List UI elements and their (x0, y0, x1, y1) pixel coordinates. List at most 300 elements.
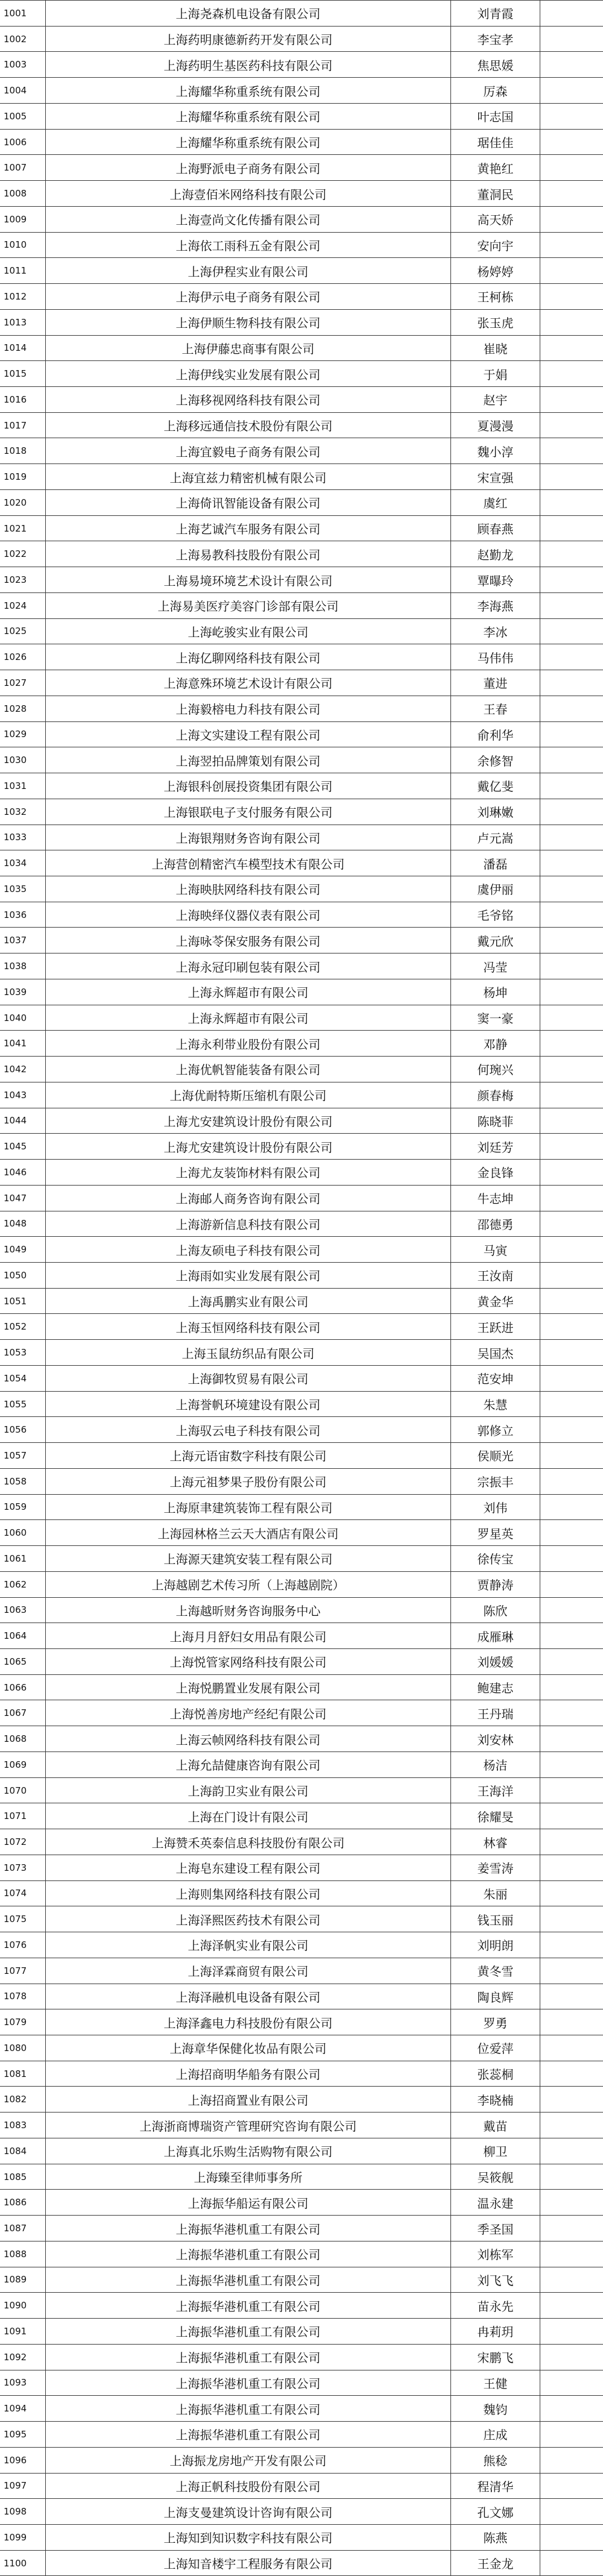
company-name-cell: 上海悦管家网络科技有限公司 (45, 1649, 451, 1674)
row-number-cell: 1096 (4, 2454, 27, 2466)
person-name-cell: 刘明朗 (451, 1932, 540, 1958)
empty-cell (540, 2525, 603, 2550)
empty-cell (540, 2370, 603, 2396)
company-name-cell: 上海易美医疗美容门诊部有限公司 (45, 593, 451, 618)
table-row (0, 1932, 603, 1958)
table-row (0, 284, 603, 310)
company-name-cell: 上海招商置业有限公司 (45, 2087, 451, 2112)
table-row (0, 464, 603, 490)
table-row (0, 52, 603, 78)
table-row (0, 799, 603, 825)
table-row (0, 2293, 603, 2319)
table-row (0, 1340, 603, 1366)
company-name-cell: 上海倚讯智能设备有限公司 (45, 490, 451, 515)
company-name-cell: 上海银联电子支付服务有限公司 (45, 799, 451, 825)
row-number-cell: 1075 (4, 1914, 27, 1925)
empty-cell (540, 1881, 603, 1906)
company-name-cell: 上海易境环境艺术设计有限公司 (45, 567, 451, 592)
table-row (0, 1057, 603, 1082)
company-name-cell: 上海振华港机重工有限公司 (45, 2319, 451, 2344)
empty-cell (540, 2422, 603, 2447)
company-name-cell: 上海知音楼宇工程服务有限公司 (45, 2551, 451, 2576)
row-number-cell: 1016 (4, 394, 27, 405)
company-name-cell: 上海振华港机重工有限公司 (45, 2216, 451, 2241)
row-number-cell: 1094 (4, 2403, 27, 2414)
table-row (0, 1700, 603, 1726)
person-name-cell: 杨婷婷 (451, 258, 540, 283)
company-name-cell: 上海赞禾英泰信息科技股份有限公司 (45, 1829, 451, 1855)
table-row (0, 2138, 603, 2164)
empty-cell (540, 2448, 603, 2473)
row-number-cell: 1070 (4, 1785, 27, 1796)
person-name-cell: 邓静 (451, 1031, 540, 1056)
row-number-cell: 1014 (4, 342, 27, 354)
company-name-cell: 上海振华港机重工有限公司 (45, 2370, 451, 2396)
table-row (0, 2061, 603, 2087)
row-number-cell: 1090 (4, 2300, 27, 2311)
row-number-cell: 1095 (4, 2428, 27, 2440)
table-row (0, 1134, 603, 1160)
row-number-cell: 1027 (4, 677, 27, 688)
person-name-cell: 苗永先 (451, 2293, 540, 2318)
row-number-cell: 1079 (4, 2017, 27, 2028)
row-number-cell: 1026 (4, 652, 27, 663)
row-number-cell: 1052 (4, 1321, 27, 1333)
person-name-cell: 黄金华 (451, 1289, 540, 1314)
table-row (0, 979, 603, 1005)
company-name-cell: 上海雨如实业发展有限公司 (45, 1263, 451, 1288)
row-number-cell: 1010 (4, 239, 27, 251)
table-row (0, 1314, 603, 1340)
row-number-cell: 1081 (4, 2068, 27, 2079)
empty-cell (540, 1855, 603, 1880)
table-row (0, 1752, 603, 1778)
row-number-cell: 1050 (4, 1269, 27, 1281)
empty-cell (540, 619, 603, 644)
row-number-cell: 1055 (4, 1398, 27, 1410)
row-number-cell: 1099 (4, 2531, 27, 2543)
empty-cell (540, 1546, 603, 1571)
person-name-cell: 夏漫漫 (451, 413, 540, 438)
row-number-cell: 1062 (4, 1579, 27, 1590)
company-name-cell: 上海泽融机电设备有限公司 (45, 1984, 451, 2009)
company-name-cell: 上海御牧贸易有限公司 (45, 1366, 451, 1391)
table-row (0, 155, 603, 181)
person-name-cell: 吴国杰 (451, 1340, 540, 1365)
person-name-cell: 刘栋军 (451, 2241, 540, 2267)
empty-cell (540, 670, 603, 696)
row-number-cell: 1006 (4, 136, 27, 148)
person-name-cell: 朱慧 (451, 1392, 540, 1417)
empty-cell (540, 1520, 603, 1545)
empty-cell (540, 2113, 603, 2138)
company-name-cell: 上海尤安建筑设计股份有限公司 (45, 1108, 451, 1134)
row-number-cell: 1003 (4, 59, 27, 71)
empty-cell (540, 1932, 603, 1958)
row-number-cell: 1042 (4, 1063, 27, 1075)
person-name-cell: 侯顺光 (451, 1443, 540, 1468)
empty-cell (540, 2474, 603, 2499)
company-name-cell: 上海翌拍品牌策划有限公司 (45, 747, 451, 773)
table-row (0, 2035, 603, 2061)
empty-cell (540, 258, 603, 283)
row-number-cell: 1040 (4, 1012, 27, 1023)
empty-cell (540, 130, 603, 155)
person-name-cell: 徐耀旻 (451, 1803, 540, 1829)
empty-cell (540, 1958, 603, 1984)
company-name-cell: 上海优耐特斯压缩机有限公司 (45, 1082, 451, 1108)
person-name-cell: 魏小淳 (451, 438, 540, 463)
person-name-cell: 杨洁 (451, 1752, 540, 1777)
person-name-cell: 罗勇 (451, 2009, 540, 2035)
person-name-cell: 张蕊桐 (451, 2061, 540, 2087)
table-row (0, 928, 603, 953)
company-name-cell: 上海韵卫实业有限公司 (45, 1778, 451, 1803)
empty-cell (540, 2319, 603, 2344)
table-row (0, 2499, 603, 2525)
row-number-cell: 1065 (4, 1656, 27, 1667)
empty-cell (540, 207, 603, 232)
row-number-cell: 1066 (4, 1682, 27, 1693)
row-number-cell: 1023 (4, 574, 27, 586)
company-name-cell: 上海尧森机电设备有限公司 (45, 1, 451, 26)
empty-cell (540, 2164, 603, 2190)
empty-cell (540, 1803, 603, 1829)
empty-cell (540, 27, 603, 52)
company-name-cell: 上海月月舒妇女用品有限公司 (45, 1623, 451, 1648)
company-name-cell: 上海泽霖商贸有限公司 (45, 1958, 451, 1984)
person-name-cell: 庄成 (451, 2422, 540, 2447)
row-number-cell: 1082 (4, 2094, 27, 2105)
company-name-cell: 上海源天建筑安装工程有限公司 (45, 1546, 451, 1571)
company-name-cell: 上海依工雨科五金有限公司 (45, 233, 451, 258)
person-name-cell: 俞利华 (451, 722, 540, 747)
empty-cell (540, 1082, 603, 1108)
table-row (0, 2216, 603, 2241)
person-name-cell: 刘安林 (451, 1726, 540, 1751)
row-number-cell: 1034 (4, 858, 27, 869)
table-row (0, 1005, 603, 1031)
company-name-cell: 上海壹佰米网络科技有限公司 (45, 181, 451, 206)
company-name-cell: 上海泽帆实业有限公司 (45, 1932, 451, 1958)
table-row (0, 2164, 603, 2190)
row-number-cell: 1080 (4, 2042, 27, 2053)
company-name-cell: 上海永冠印刷包装有限公司 (45, 953, 451, 979)
table-row (0, 2551, 603, 2576)
empty-cell (540, 1649, 603, 1674)
company-name-cell: 上海银翔财务咨询有限公司 (45, 825, 451, 850)
table-row (0, 181, 603, 207)
row-number-cell: 1053 (4, 1347, 27, 1359)
empty-cell (540, 1340, 603, 1365)
company-name-cell: 上海亿聊网络科技有限公司 (45, 644, 451, 670)
table-row (0, 619, 603, 645)
company-name-cell: 上海耀华称重系统有限公司 (45, 130, 451, 155)
table-row (0, 1984, 603, 2010)
row-number-cell: 1046 (4, 1166, 27, 1178)
person-name-cell: 戴元欣 (451, 928, 540, 953)
empty-cell (540, 413, 603, 438)
company-name-cell: 上海药明生基医药科技有限公司 (45, 52, 451, 77)
person-name-cell: 马伟伟 (451, 644, 540, 670)
table-row (0, 1186, 603, 1211)
table-row (0, 1082, 603, 1108)
row-number-cell: 1031 (4, 780, 27, 791)
person-name-cell: 毛爷铭 (451, 902, 540, 928)
empty-cell (540, 1906, 603, 1932)
row-number-cell: 1045 (4, 1141, 27, 1152)
person-name-cell: 戴亿斐 (451, 773, 540, 799)
row-number-cell: 1007 (4, 162, 27, 174)
table-row (0, 1417, 603, 1443)
person-name-cell: 余修智 (451, 747, 540, 773)
row-number-cell: 1022 (4, 548, 27, 560)
empty-cell (540, 2138, 603, 2164)
company-name-cell: 上海园林格兰云天大酒店有限公司 (45, 1520, 451, 1545)
table-row (0, 2113, 603, 2138)
table-row (0, 130, 603, 156)
table-row (0, 1108, 603, 1134)
row-number-cell: 1086 (4, 2197, 27, 2208)
company-name-cell: 上海毅榕电力科技有限公司 (45, 696, 451, 721)
table-row (0, 258, 603, 284)
person-name-cell: 王春 (451, 696, 540, 721)
empty-cell (540, 1366, 603, 1391)
row-number-cell: 1088 (4, 2248, 27, 2260)
empty-cell (540, 1752, 603, 1777)
company-name-cell: 上海禹鹏实业有限公司 (45, 1289, 451, 1314)
empty-cell (540, 1675, 603, 1700)
empty-cell (540, 1237, 603, 1262)
row-number-cell: 1013 (4, 316, 27, 328)
table-row (0, 876, 603, 902)
empty-cell (540, 310, 603, 335)
empty-cell (540, 747, 603, 773)
table-row (0, 2525, 603, 2551)
person-name-cell: 颜春梅 (451, 1082, 540, 1108)
company-name-cell: 上海映绎仪器仪表有限公司 (45, 902, 451, 928)
row-number-cell: 1068 (4, 1733, 27, 1745)
person-name-cell: 戴苗 (451, 2113, 540, 2138)
company-name-cell: 上海壹尚文化传播有限公司 (45, 207, 451, 232)
table-row (0, 1263, 603, 1289)
empty-cell (540, 799, 603, 825)
person-name-cell: 安向宇 (451, 233, 540, 258)
person-name-cell: 吴筱舰 (451, 2164, 540, 2190)
row-number-cell: 1097 (4, 2480, 27, 2492)
company-name-cell: 上海真北乐购生活购物有限公司 (45, 2138, 451, 2164)
company-name-cell: 上海泽鑫电力科技股份有限公司 (45, 2009, 451, 2035)
person-name-cell: 陈晓菲 (451, 1108, 540, 1134)
person-name-cell: 徐传宝 (451, 1546, 540, 1571)
row-number-cell: 1069 (4, 1759, 27, 1770)
person-name-cell: 陶良辉 (451, 1984, 540, 2009)
person-name-cell: 刘廷芳 (451, 1134, 540, 1159)
person-name-cell: 陈燕 (451, 2525, 540, 2550)
row-number-cell: 1054 (4, 1372, 27, 1384)
table-row (0, 2009, 603, 2035)
empty-cell (540, 1108, 603, 1134)
row-number-cell: 1059 (4, 1501, 27, 1513)
empty-cell (540, 387, 603, 412)
row-number-cell: 1021 (4, 523, 27, 534)
person-name-cell: 焦思媛 (451, 52, 540, 77)
company-name-cell: 上海章华保健化妆品有限公司 (45, 2035, 451, 2061)
row-number-cell: 1002 (4, 33, 27, 45)
row-number-cell: 1028 (4, 703, 27, 714)
person-name-cell: 厉森 (451, 78, 540, 103)
empty-cell (540, 1572, 603, 1597)
person-name-cell: 李宝孝 (451, 27, 540, 52)
empty-cell (540, 902, 603, 928)
empty-cell (540, 1700, 603, 1726)
row-number-cell: 1061 (4, 1553, 27, 1564)
company-name-cell: 上海永辉超市有限公司 (45, 979, 451, 1005)
person-name-cell: 李海燕 (451, 593, 540, 618)
company-name-cell: 上海文实建设工程有限公司 (45, 722, 451, 747)
empty-cell (540, 1263, 603, 1288)
person-name-cell: 虞红 (451, 490, 540, 515)
row-number-cell: 1004 (4, 85, 27, 96)
empty-cell (540, 1829, 603, 1855)
company-name-cell: 上海玉恒网络科技有限公司 (45, 1314, 451, 1339)
table-row (0, 1031, 603, 1057)
person-name-cell: 林睿 (451, 1829, 540, 1855)
empty-cell (540, 284, 603, 309)
company-name-cell: 上海浙商博瑞资产管理研究咨询有限公司 (45, 2113, 451, 2138)
person-name-cell: 王健 (451, 2370, 540, 2396)
person-name-cell: 朱丽 (451, 1881, 540, 1906)
empty-cell (540, 1443, 603, 1468)
person-name-cell: 于娟 (451, 361, 540, 386)
company-name-cell: 上海悦鹏置业发展有限公司 (45, 1675, 451, 1700)
empty-cell (540, 464, 603, 489)
row-number-cell: 1024 (4, 600, 27, 611)
empty-cell (540, 1005, 603, 1031)
person-name-cell: 鲍建志 (451, 1675, 540, 1700)
person-name-cell: 崔晓 (451, 336, 540, 361)
row-number-cell: 1012 (4, 291, 27, 302)
person-name-cell: 宋宣强 (451, 464, 540, 489)
person-name-cell: 刘琳嫩 (451, 799, 540, 825)
person-name-cell: 牛志坤 (451, 1186, 540, 1211)
row-number-cell: 1047 (4, 1192, 27, 1204)
row-number-cell: 1015 (4, 368, 27, 380)
company-name-cell: 上海宜毅电子商务有限公司 (45, 438, 451, 463)
table-row (0, 0, 603, 27)
person-name-cell: 孔文娜 (451, 2499, 540, 2524)
person-name-cell: 虞伊丽 (451, 876, 540, 902)
table-row (0, 1958, 603, 1984)
table-row (0, 1443, 603, 1469)
person-name-cell: 范安坤 (451, 1366, 540, 1391)
row-number-cell: 1083 (4, 2120, 27, 2131)
empty-cell (540, 1598, 603, 1623)
row-number-cell: 1035 (4, 883, 27, 894)
company-name-cell: 上海药明康德新药开发有限公司 (45, 27, 451, 52)
person-name-cell: 卢元嵩 (451, 825, 540, 850)
empty-cell (540, 1289, 603, 1314)
empty-cell (540, 155, 603, 180)
person-name-cell: 贾静涛 (451, 1572, 540, 1597)
empty-cell (540, 979, 603, 1005)
row-number-cell: 1089 (4, 2274, 27, 2285)
table-row (0, 2241, 603, 2267)
table-row (0, 722, 603, 748)
table-row (0, 850, 603, 876)
company-name-cell: 上海越剧艺术传习所（上海越剧院） (45, 1572, 451, 1597)
person-name-cell: 冉莉玥 (451, 2319, 540, 2344)
empty-cell (540, 2190, 603, 2215)
person-name-cell: 季圣国 (451, 2216, 540, 2241)
person-name-cell: 姜雪涛 (451, 1855, 540, 1880)
empty-cell (540, 516, 603, 541)
company-name-cell: 上海艺诚汽车服务有限公司 (45, 516, 451, 541)
company-name-cell: 上海映肤网络科技有限公司 (45, 876, 451, 902)
empty-cell (540, 2293, 603, 2318)
row-number-cell: 1033 (4, 832, 27, 843)
person-name-cell: 董洞民 (451, 181, 540, 206)
company-name-cell: 上海意殊环境艺术设计有限公司 (45, 670, 451, 696)
company-name-cell: 上海驭云电子科技有限公司 (45, 1417, 451, 1442)
company-name-cell: 上海振华港机重工有限公司 (45, 2396, 451, 2421)
company-name-cell: 上海耀华称重系统有限公司 (45, 78, 451, 103)
row-number-cell: 1087 (4, 2223, 27, 2234)
person-name-cell: 王汝南 (451, 1263, 540, 1288)
empty-cell (540, 593, 603, 618)
table-row (0, 1160, 603, 1186)
person-name-cell: 位爱萍 (451, 2035, 540, 2061)
row-number-cell: 1036 (4, 909, 27, 920)
person-name-cell: 刘青霞 (451, 1, 540, 26)
empty-cell (540, 361, 603, 386)
table-row (0, 1881, 603, 1907)
table-row (0, 2370, 603, 2396)
table-row (0, 27, 603, 52)
empty-cell (540, 1726, 603, 1751)
row-number-cell: 1018 (4, 445, 27, 457)
person-name-cell: 黄冬雪 (451, 1958, 540, 1984)
company-name-cell: 上海振龙房地产开发有限公司 (45, 2448, 451, 2473)
table-row (0, 104, 603, 130)
person-name-cell: 李冰 (451, 619, 540, 644)
empty-cell (540, 1778, 603, 1803)
empty-cell (540, 1057, 603, 1082)
person-name-cell: 宗振丰 (451, 1469, 540, 1494)
table-row (0, 1649, 603, 1675)
table-row (0, 541, 603, 567)
row-number-cell: 1020 (4, 497, 27, 508)
company-name-cell: 上海永利带业股份有限公司 (45, 1031, 451, 1056)
company-name-cell: 上海正帆科技股份有限公司 (45, 2474, 451, 2499)
table-row (0, 1855, 603, 1881)
company-name-cell: 上海支曼建筑设计咨询有限公司 (45, 2499, 451, 2524)
table-row (0, 387, 603, 413)
table-row (0, 1829, 603, 1855)
row-number-cell: 1005 (4, 110, 27, 122)
company-name-cell: 上海移视网络科技有限公司 (45, 387, 451, 412)
table-row (0, 310, 603, 336)
person-name-cell: 赵宇 (451, 387, 540, 412)
table-row (0, 1598, 603, 1624)
table-row (0, 644, 603, 670)
company-name-cell: 上海伊程实业有限公司 (45, 258, 451, 283)
table-row (0, 2448, 603, 2474)
person-name-cell: 金良锋 (451, 1160, 540, 1185)
empty-cell (540, 2267, 603, 2293)
empty-cell (540, 644, 603, 670)
empty-cell (540, 1186, 603, 1211)
